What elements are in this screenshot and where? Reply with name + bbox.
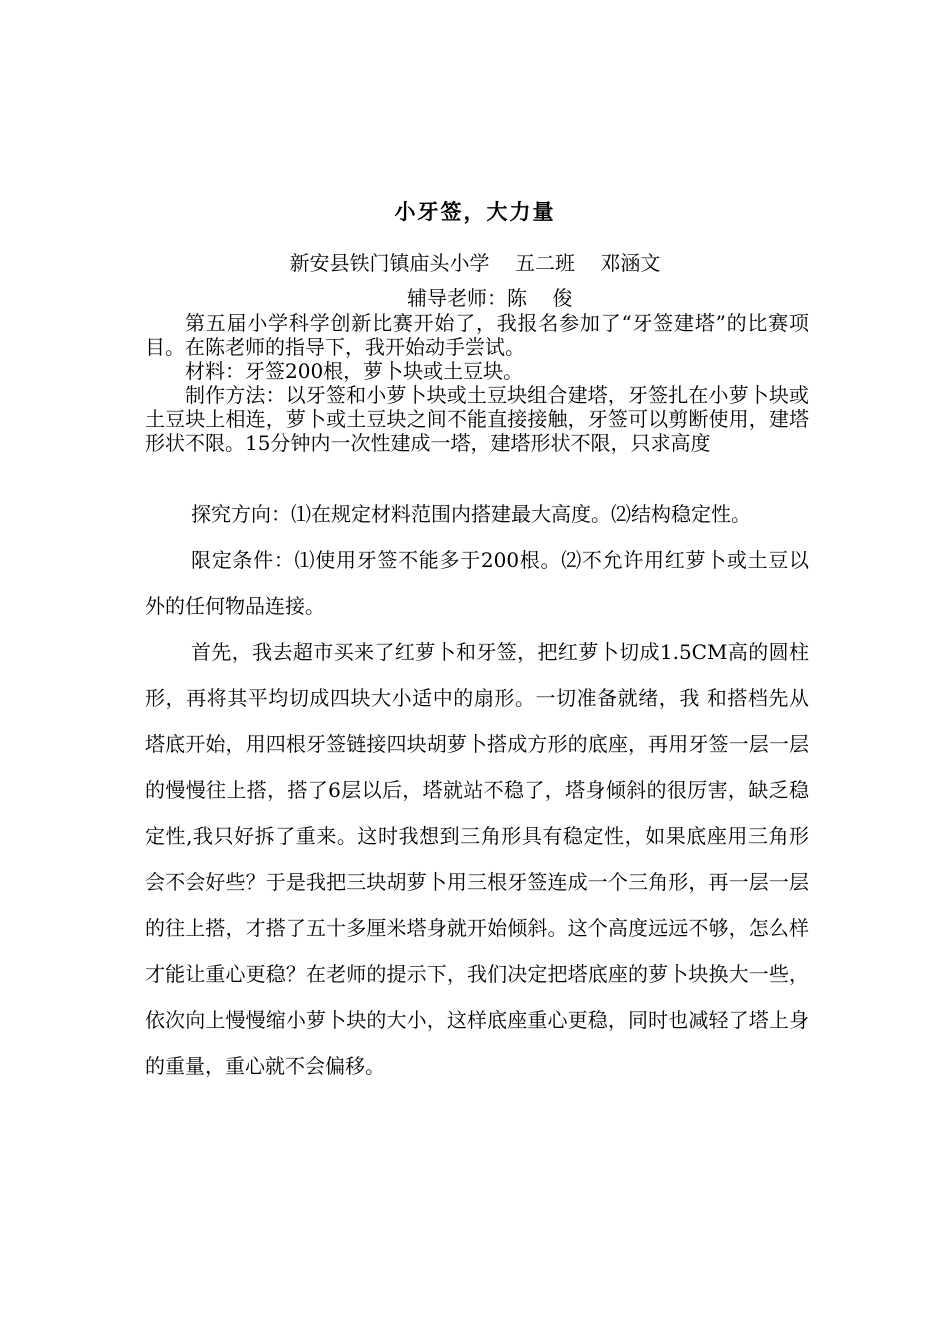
direction-paragraph: 探究方向：⑴在规定材料范围内搭建最大高度。⑵结构稳定性。 — [191, 502, 751, 526]
intro-section — [145, 311, 809, 455]
intro-paragraph: 第五届小学科学创新比赛开始了，我报名参加了“牙签建塔”的比赛项目。在陈老师的指导下，我开始动手尝试。 — [145, 311, 809, 359]
method-paragraph: 制作方法：以牙签和小萝卜块或土豆块组合建塔，牙签扎在小萝卜块或土豆块上相连，萝卜或土豆块之间不能直接接触，牙签可以剪断使用，建塔形状不限。15分钟内一次性建成一塔，建塔形状不限，只求高度 — [145, 383, 809, 455]
advisor-line: 辅导老师：陈 俊 — [407, 286, 573, 310]
constraints-paragraph: 限定条件：⑴使用牙签不能多于200根。⑵不允许用红萝卜或土豆以外的任何物品连接。 — [145, 548, 809, 618]
author-line: 新安县铁门镇庙头小学 五二班 邓涵文 — [289, 251, 661, 275]
materials-paragraph: 材料：牙签200根，萝卜块或土豆块。 — [185, 359, 524, 383]
process-paragraph: 首先，我去超市买来了红萝卜和牙签，把红萝卜切成1.5CM高的圆柱形，再将其平均切成四块大小适中的扇形。一切准备就绪，我 和搭档先从塔底开始，用四根牙签链接四块胡萝卜搭成方形的底座，再用牙签一层一层的慢慢往上搭，搭了6层以后，塔就站不稳了，塔身倾斜的很厉害，缺乏稳定性,我只好拆了重来。这时我想到三角形具有稳定性，如果底座用三角形会不会好些？于是我把三块胡萝卜用三根牙签连成一个三角形，再一层一层的往上搭，才搭了五十多厘米塔身就开始倾斜。这个高度远远不够，怎么样才能让重心更稳？在老师的提示下，我们决定把塔底座的萝卜块换大一些，依次向上慢慢缩小萝卜块的大小，这样底座重心更稳，同时也减轻了塔上身的重量，重心就不会偏移。 — [145, 640, 809, 1078]
document-title: 小牙签，大力量 — [394, 199, 556, 224]
